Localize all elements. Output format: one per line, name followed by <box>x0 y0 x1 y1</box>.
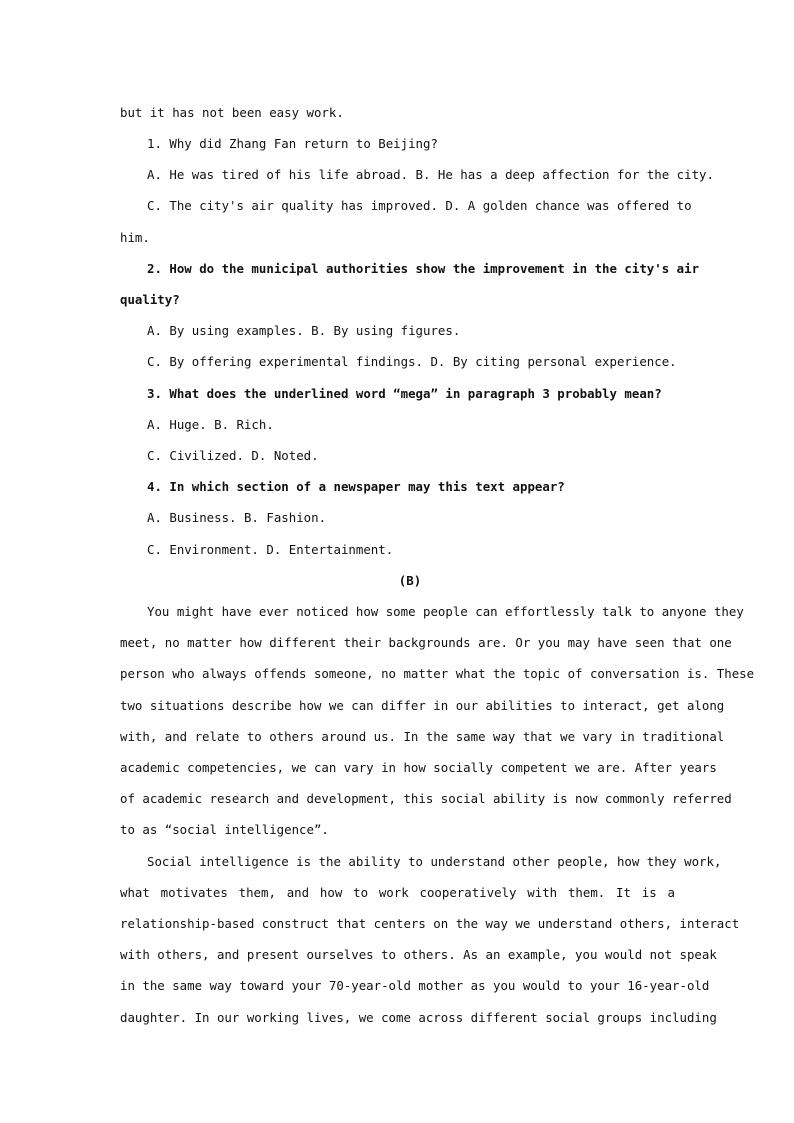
paragraph-1-line: person who always offends someone, no matter what the topic of conversation is. These <box>120 666 755 681</box>
question-4-options-cd: C. Environment. D. Entertainment. <box>147 542 394 557</box>
paragraph-2-line: Social intelligence is the ability to understand other people, how they work, <box>147 854 722 869</box>
paragraph-1-line: with, and relate to others around us. In the same way that we vary in traditional <box>120 729 725 744</box>
paragraph-1-line: You might have ever noticed how some people can effortlessly talk to anyone they <box>147 604 744 619</box>
paragraph-1-line: of academic research and development, this social ability is now commonly referred <box>120 791 732 806</box>
question-2-options-cd: C. By offering experimental findings. D. By citing personal experience. <box>147 354 677 369</box>
section-b-heading: (B) <box>398 573 422 588</box>
paragraph-1-line: to as “social intelligence”. <box>120 822 329 837</box>
paragraph-2-line: daughter. In our working lives, we come across different social groups including <box>120 1010 717 1025</box>
question-1-options-ab: A. He was tired of his life abroad. B. He has a deep affection for the city. <box>147 167 714 182</box>
paragraph-2-line: in the same way toward your 70-year-old mother as you would to your 16-year-old <box>120 978 710 993</box>
question-1-options-cd: C. The city's air quality has improved. D. A golden chance was offered to <box>147 198 692 213</box>
question-1-options-cd-wrap: him. <box>120 230 150 245</box>
paragraph-1-line: two situations describe how we can differ in our abilities to interact, get along <box>120 698 725 713</box>
paragraph-1-line: meet, no matter how different their backgrounds are. Or you may have seen that one <box>120 635 732 650</box>
question-4-stem: 4. In which section of a newspaper may this text appear? <box>147 479 565 494</box>
question-3-options-ab: A. Huge. B. Rich. <box>147 417 274 432</box>
question-3-options-cd: C. Civilized. D. Noted. <box>147 448 319 463</box>
question-4-options-ab: A. Business. B. Fashion. <box>147 510 327 525</box>
question-2-options-ab: A. By using examples. B. By using figures. <box>147 323 461 338</box>
question-1-stem: 1. Why did Zhang Fan return to Beijing? <box>147 136 438 151</box>
passage-a-last-line: but it has not been easy work. <box>120 105 344 120</box>
question-3-stem: 3. What does the underlined word “mega” in paragraph 3 probably mean? <box>147 386 662 401</box>
paragraph-2-line: what motivates them, and how to work cooperatively with them. It is a <box>120 885 675 900</box>
paragraph-2-line: with others, and present ourselves to others. As an example, you would not speak <box>120 947 717 962</box>
question-2-stem: 2. How do the municipal authorities show the improvement in the city's air <box>147 261 700 276</box>
paragraph-1-line: academic competencies, we can vary in how socially competent we are. After years <box>120 760 717 775</box>
paragraph-2-line: relationship-based construct that centers on the way we understand others, interact <box>120 916 740 931</box>
question-2-stem-wrap: quality? <box>120 292 180 307</box>
